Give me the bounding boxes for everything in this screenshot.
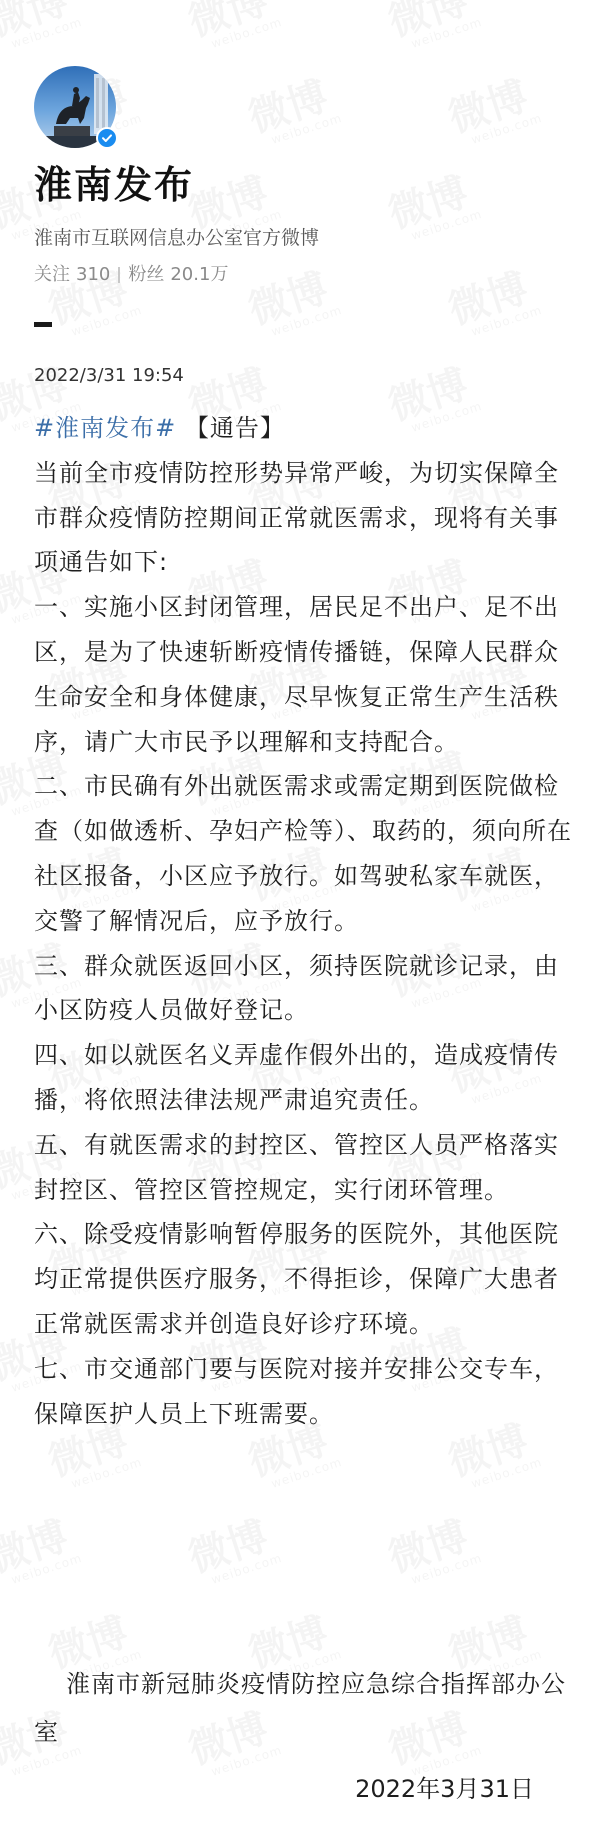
watermark-subtext: [410, 16, 484, 50]
post-timestamp: 2022/3/31 19:54: [34, 365, 184, 386]
post-paragraph: 七、市交通部门要与医院对接并安排公交专车，保障医护人员上下班需要。: [34, 1354, 559, 1428]
followers-label[interactable]: 粉丝: [128, 264, 165, 285]
watermark-subtext: [70, 304, 144, 338]
account-stats: [34, 263, 228, 287]
weibo-watermark: [444, 266, 544, 343]
post-paragraph: 三、群众就医返回小区，须持医院就诊记录，由小区防疫人员做好登记。: [34, 951, 559, 1025]
post-paragraph: 五、有就医需求的封控区、管控区人员严格落实封控区、管控区管控规定，实行闭环管理。: [34, 1130, 559, 1204]
weibo-watermark: [184, 0, 284, 54]
watermark-subtext: [270, 112, 344, 146]
weibo-watermark: [384, 170, 484, 247]
watermark-text: [443, 73, 533, 141]
checkmark-icon: [101, 132, 113, 144]
post-paragraph: 一、实施小区封闭管理，居民足不出户、足不出区，是为了快速斩断疫情传播链，保障人民群众生命安全和身体健康，尽早恢复正常生产生活秩序，请广大市民予以理解和支持配合。: [34, 593, 559, 756]
watermark-text: [383, 169, 473, 237]
post-paragraph: 四、如以就医名义弄虚作假外出的，造成疫情传播，将依照法律法规严肃追究责任。: [34, 1041, 559, 1114]
weibo-watermark: [244, 74, 344, 151]
post-heading: [34, 406, 574, 451]
post-paragraph: 二、市民确有外出就医需求或需定期到医院做检查（如做透析、孕妇产检等）、取药的，须向所在社区报备，小区应予放行。如驾驶私家车就医，交警了解情况后，应予放行。: [34, 772, 572, 935]
watermark-text: [443, 265, 533, 333]
watermark-subtext: [470, 1456, 544, 1490]
watermark-subtext: [210, 16, 284, 50]
weibo-watermark: [384, 1514, 484, 1591]
section-divider-dash: [34, 322, 52, 327]
watermark-text: [0, 0, 73, 46]
watermark-text: [243, 73, 333, 141]
weibo-watermark: [444, 74, 544, 151]
post-body: [34, 406, 574, 1436]
weibo-watermark: [0, 0, 84, 54]
watermark-subtext: [410, 208, 484, 242]
watermark-subtext: [470, 304, 544, 338]
following-count[interactable]: 310: [76, 264, 111, 285]
weibo-watermark: [184, 1514, 284, 1591]
stats-divider: [118, 267, 120, 283]
watermark-text: [383, 0, 473, 46]
followers-count[interactable]: 20.1万: [170, 264, 229, 285]
watermark-text: [183, 1513, 273, 1581]
watermark-subtext: [270, 304, 344, 338]
weibo-watermark: [244, 266, 344, 343]
watermark-subtext: [410, 1552, 484, 1586]
weibo-watermark: [0, 1514, 84, 1591]
account-name[interactable]: 淮南发布: [34, 163, 195, 207]
post-paragraph: 六、除受疫情影响暂停服务的医院外，其他医院均正常提供医疗服务，不得拒诊，保障广大患者正常就医需求并创造良好诊疗环境。: [34, 1220, 559, 1338]
watermark-text: [0, 1513, 73, 1581]
watermark-subtext: [210, 1552, 284, 1586]
watermark-subtext: [10, 1552, 84, 1586]
signature-date: 2022年3月31日: [355, 1775, 534, 1803]
watermark-subtext: [10, 16, 84, 50]
post-paragraph: 当前全市疫情防控形势异常严峻，为切实保障全市群众疫情防控期间正常就医需求，现将有关事项通告如下:: [34, 458, 559, 577]
watermark-subtext: [470, 112, 544, 146]
post-tag: 【通告】: [184, 414, 285, 442]
weibo-watermark: [384, 0, 484, 54]
watermark-subtext: [70, 1456, 144, 1490]
account-description: 淮南市互联网信息办公室官方微博: [34, 227, 320, 249]
watermark-text: [183, 0, 273, 46]
following-label[interactable]: 关注: [34, 264, 70, 285]
post-signature: [34, 1660, 574, 1756]
signature-organization: 淮南市新冠肺炎疫情防控应急综合指挥部办公室: [34, 1670, 566, 1746]
watermark-text: [243, 265, 333, 333]
watermark-text: [383, 1513, 473, 1581]
topic-link[interactable]: #淮南发布#: [34, 414, 177, 442]
watermark-subtext: [270, 1456, 344, 1490]
verified-badge-icon: [96, 127, 118, 149]
